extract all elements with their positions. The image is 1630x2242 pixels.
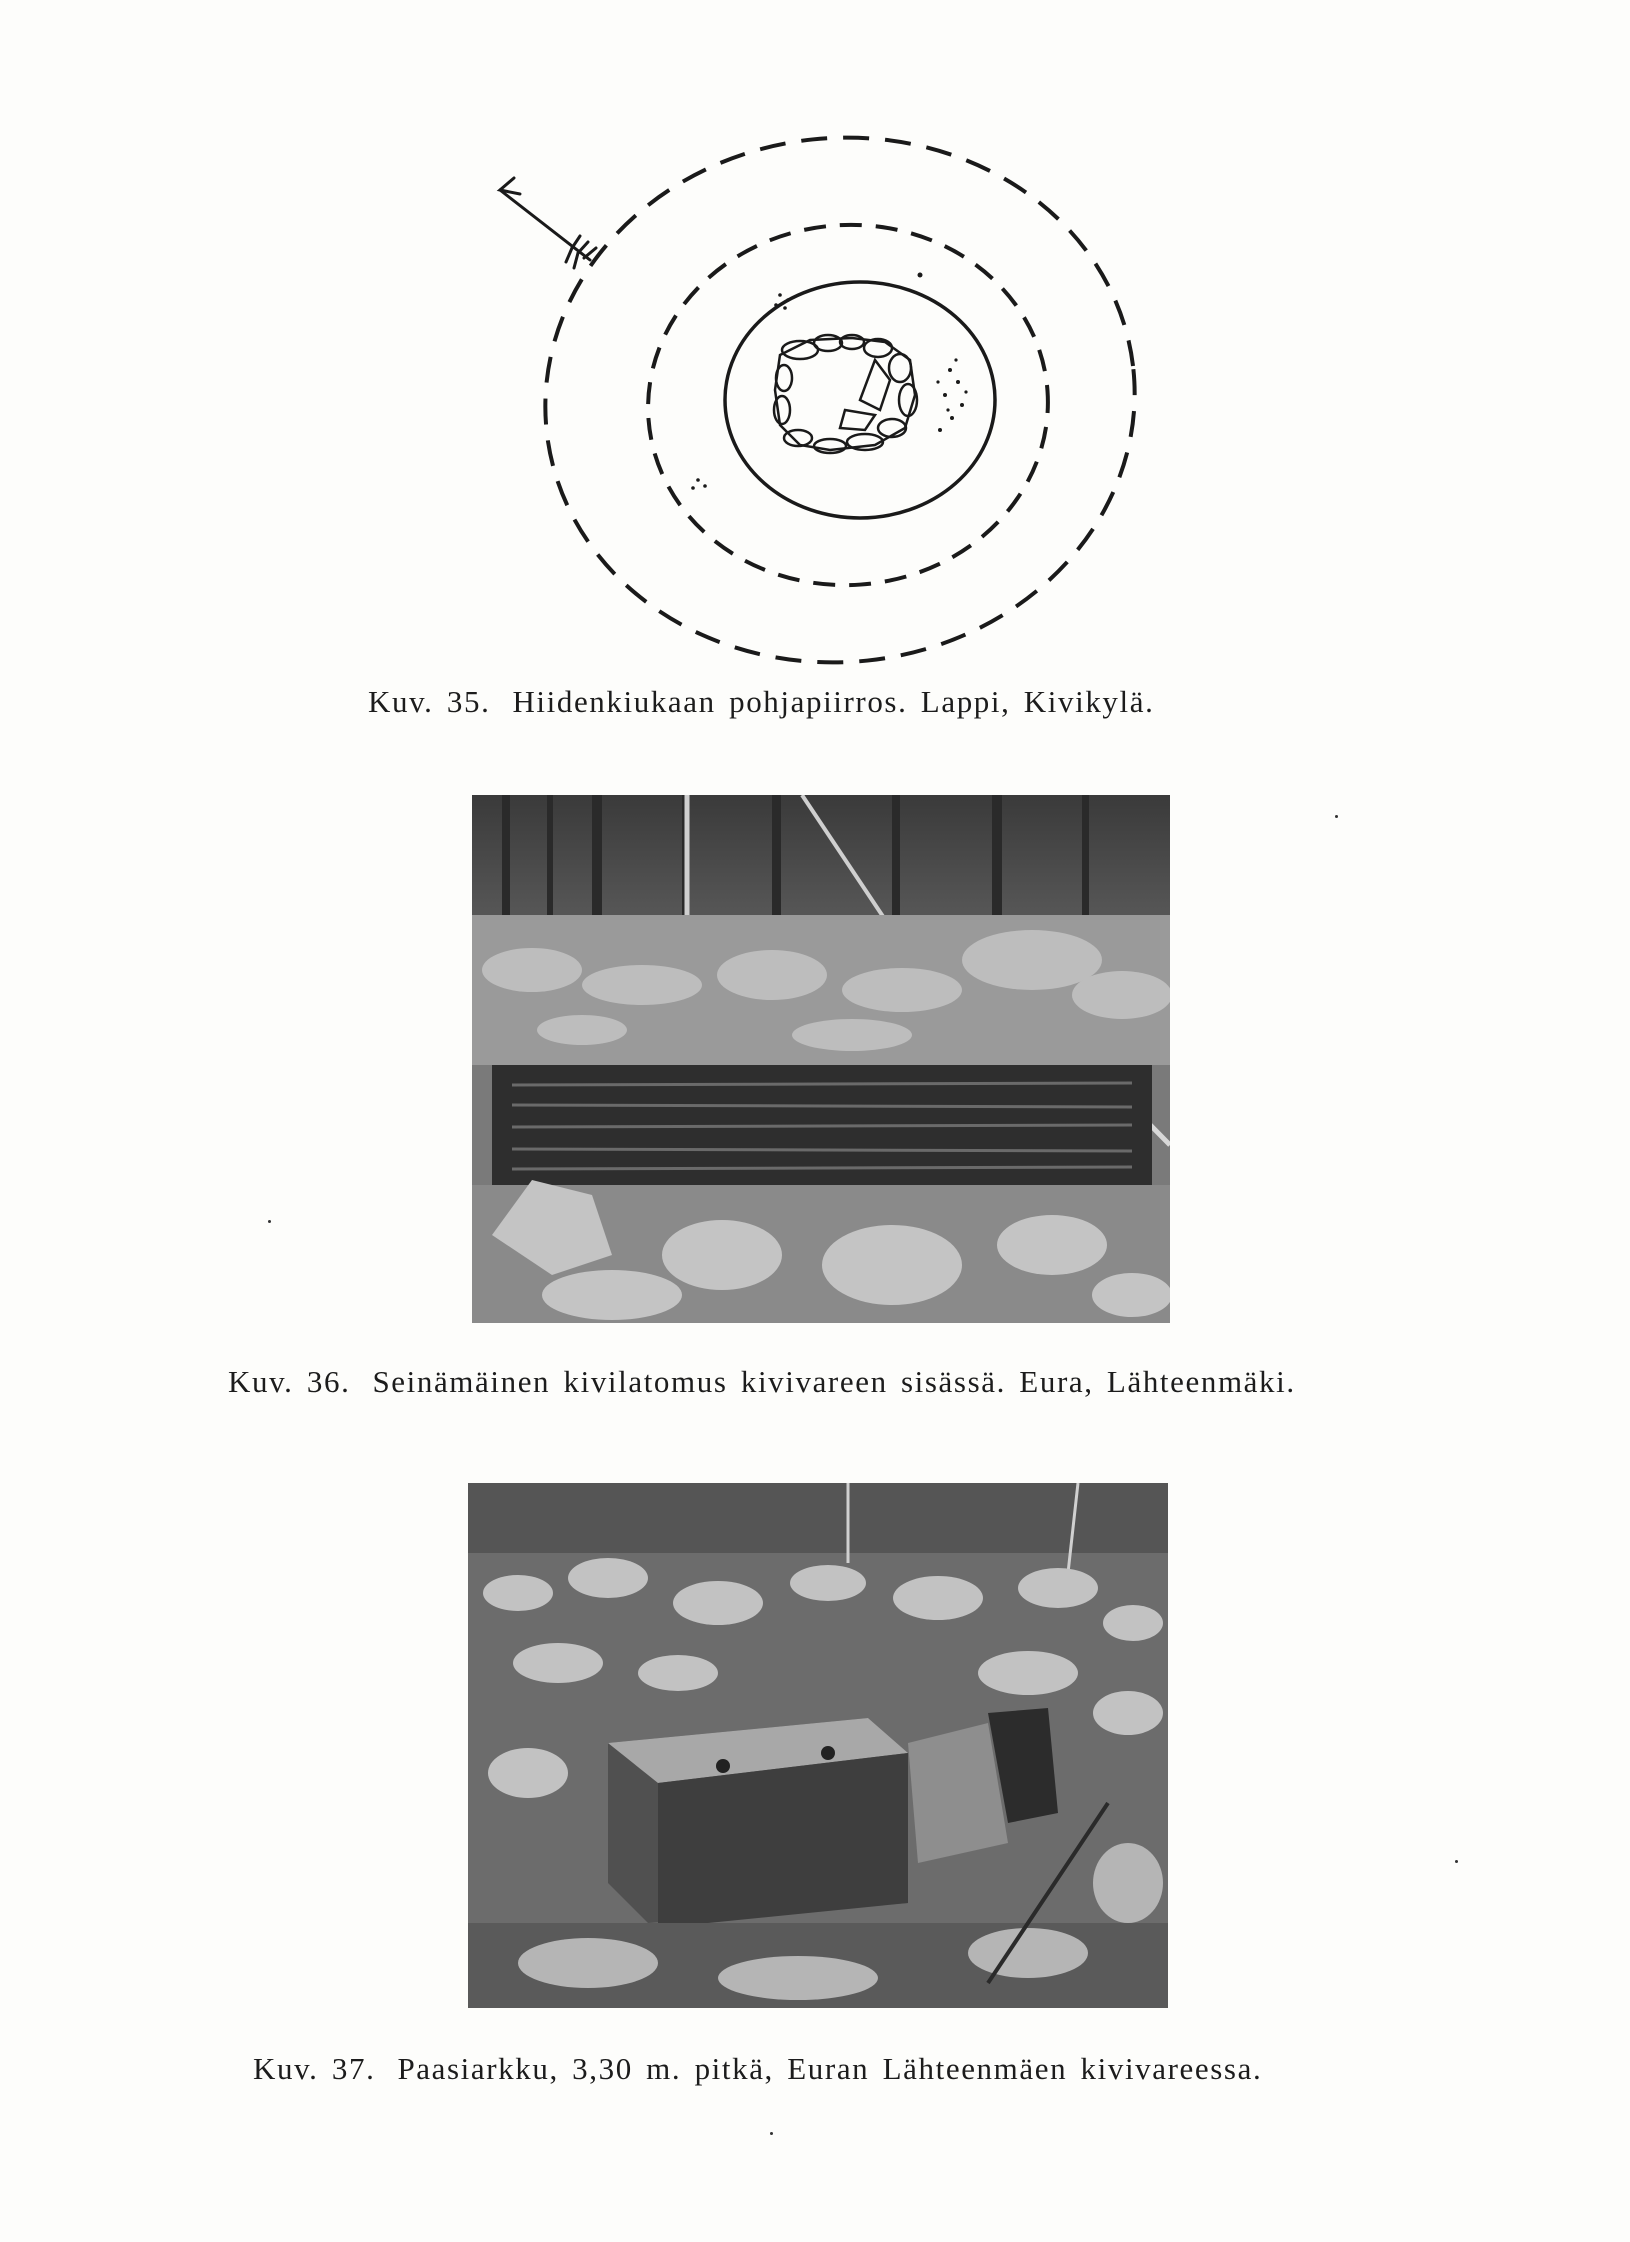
- cairn-plan-drawing: [480, 110, 1180, 680]
- plan-drawing-figure-35: [480, 110, 1180, 680]
- stone-wall-photo: [472, 795, 1170, 1323]
- caption-figure-36: [228, 1364, 1296, 1400]
- caption-text: Seinämäinen kivilatomus kivivareen sisässä. Eura, Lähteenmäki.: [372, 1364, 1296, 1399]
- outer-dashed-ring: [519, 110, 1161, 680]
- print-speck: [1335, 815, 1338, 818]
- photo-figure-37: [468, 1483, 1168, 2008]
- caption-figure-37: [253, 2051, 1262, 2087]
- stone-scatter-stipple: [691, 273, 967, 490]
- caption-text: Hiidenkiukaan pohjapiirros. Lappi, Kivikylä.: [512, 684, 1155, 719]
- print-speck: [770, 2132, 773, 2135]
- print-speck: [268, 1220, 271, 1223]
- north-arrow-icon: [500, 178, 596, 268]
- print-speck: [1455, 1860, 1458, 1863]
- caption-label: Kuv. 35.: [368, 684, 491, 719]
- caption-figure-35: [368, 684, 1154, 720]
- slab-cist-photo: [468, 1483, 1168, 2008]
- caption-text: Paasiarkku, 3,30 m. pitkä, Euran Lähteenmäen kivivareessa.: [397, 2051, 1263, 2086]
- caption-label: Kuv. 36.: [228, 1364, 351, 1399]
- stone-cist: [774, 335, 917, 453]
- caption-label: Kuv. 37.: [253, 2051, 376, 2086]
- photo-figure-36: [472, 795, 1170, 1323]
